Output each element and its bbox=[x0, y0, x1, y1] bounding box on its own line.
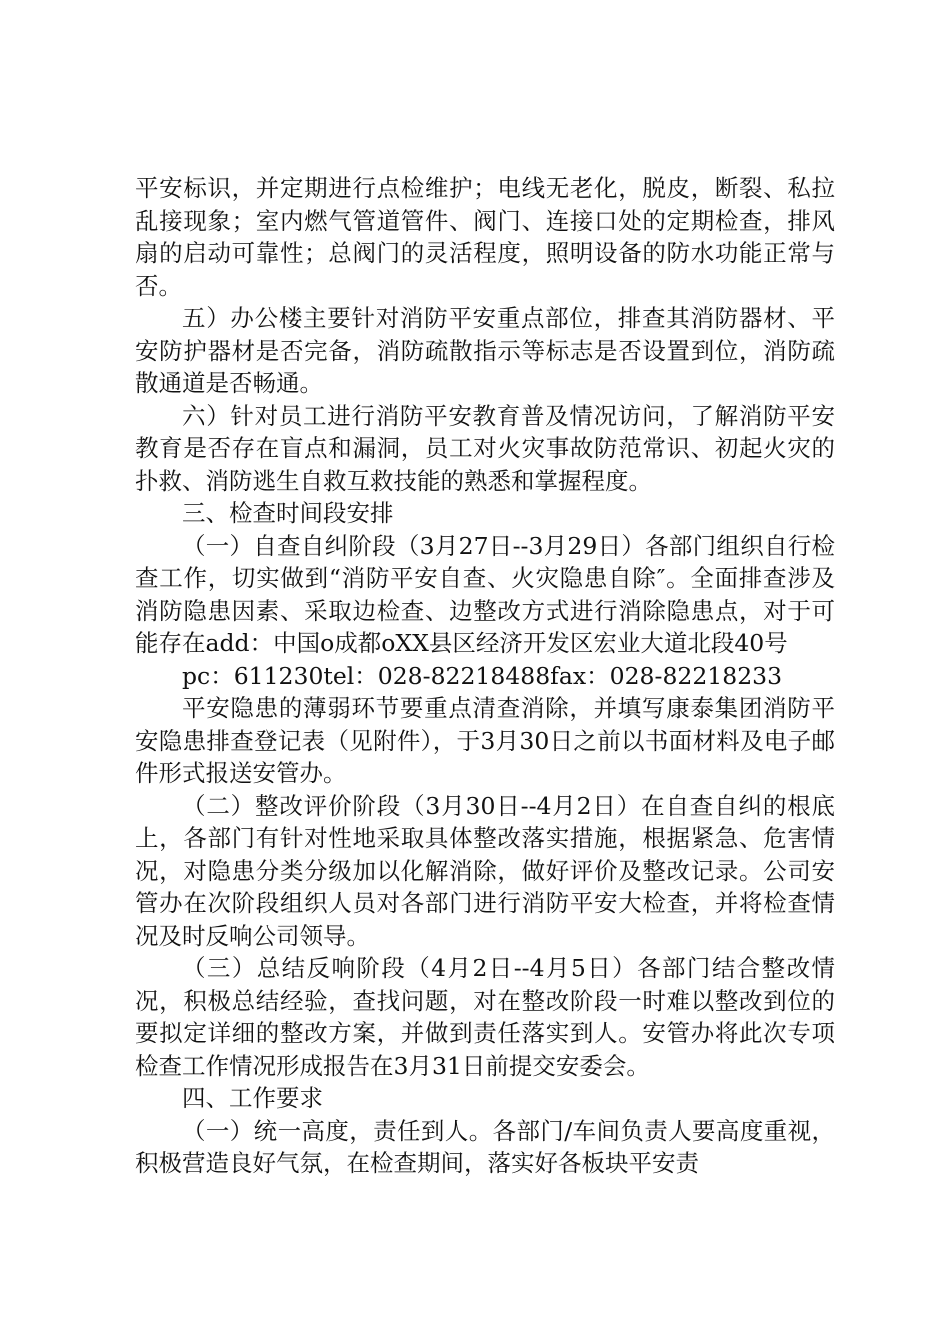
paragraph-rectification-phase: （二）整改评价阶段（3月30日--4月2日）在自查自纠的根底上，各部门有针对性地采取具体整改落实措施，根据紧急、危害情况，对隐患分类分级加以化解消除，做好评价及整改记录。公司安管办在次阶段组织人员对各部门进行消防平安大检查，并将检查情况及时反响公司领导。 bbox=[135, 791, 835, 950]
paragraph-office-building: 五）办公楼主要针对消防平安重点部位，排查其消防器材、平安防护器材是否完备，消防疏散指示等标志是否设置到位，消防疏散通道是否畅通。 bbox=[135, 304, 835, 397]
section-heading-schedule: 三、检查时间段安排 bbox=[182, 499, 394, 527]
paragraph-summary-phase: （三）总结反响阶段（4月2日--4月5日）各部门结合整改情况，积极总结经验，查找问题，对在整改阶段一时难以整改到位的要拟定详细的整改方案，并做到责任落实到人。安管办将此次专项检查工作情况形成报告在3月31日前提交安委会。 bbox=[135, 954, 835, 1080]
section-heading-requirements: 四、工作要求 bbox=[182, 1084, 323, 1112]
document-body bbox=[135, 172, 835, 1180]
paragraph-safety-markers: 平安标识，并定期进行点检维护；电线无老化，脱皮，断裂、私拉乱接现象；室内燃气管道管件、阀门、连接口处的定期检查，排风扇的启动可靠性；总阀门的灵活程度，照明设备的防水功能正常与否。 bbox=[135, 174, 835, 300]
paragraph-unified-responsibility: （一）统一高度，责任到人。各部门/车间负责人要高度重视，积极营造良好气氛，在检查期间，落实好各板块平安责 bbox=[135, 1116, 835, 1177]
paragraph-staff-education: 六）针对员工进行消防平安教育普及情况访问，了解消防平安教育是否存在盲点和漏洞，员工对火灾事故防范常识、初起火灾的扑救、消防逃生自救互救技能的熟悉和掌握程度。 bbox=[135, 401, 835, 495]
paragraph-weak-points: 平安隐患的薄弱环节要重点清查消除，并填写康泰集团消防平安隐患排查登记表（见附件），于3月30日之前以书面材料及电子邮件形式报送安管办。 bbox=[135, 694, 835, 787]
paragraph-self-inspection-phase: （一）自查自纠阶段（3月27日--3月29日）各部门组织自行检查工作，切实做到“消防平安自查、火灾隐患自除″。全面排查涉及消防隐患因素、采取边检查、边整改方式进行消除隐患点，对于可能存在add：中国o成都oXX县区经济开发区宏业大道北段40号 bbox=[135, 531, 835, 657]
paragraph-contact-info: pc：611230tel：028-82218488fax：028-82218233 bbox=[182, 661, 783, 690]
